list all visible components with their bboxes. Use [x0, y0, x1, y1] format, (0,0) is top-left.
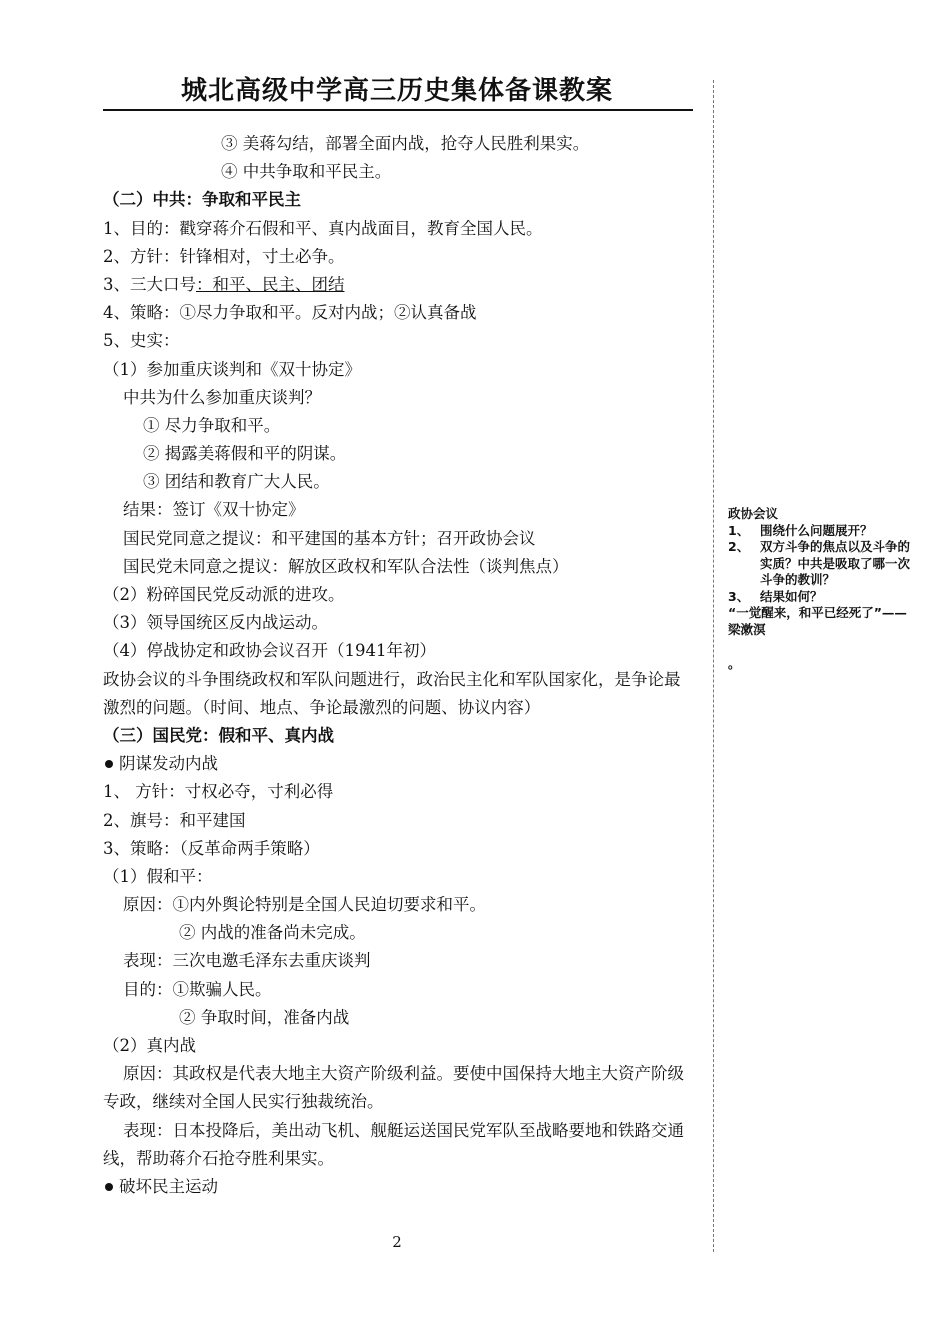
- spacer: [728, 638, 918, 656]
- text-line: ② 争取时间，准备内战: [179, 1007, 350, 1027]
- title-underline: [103, 109, 693, 111]
- text-line: （4）停战协定和政协会议召开（1941年初）: [103, 641, 436, 661]
- text-line: 结果：签订《双十协定》: [123, 500, 305, 520]
- text-line: 5、史实：: [103, 331, 180, 351]
- text-line: 3、策略：（反革命两手策略）: [103, 838, 320, 858]
- main-column: [103, 130, 697, 1201]
- column-divider: [713, 80, 714, 1252]
- text-line: ③ 美蒋勾结，部署全面内战，抢夺人民胜利果实。: [221, 134, 590, 153]
- sidebar-quote: “一觉醒来，和平已经死了”——梁漱溟: [728, 605, 907, 637]
- text-line: （2）粉碎国民党反动派的进攻。: [103, 585, 345, 604]
- text-line: 原因：①内外舆论特别是全国人民迫切要求和平。: [123, 895, 486, 915]
- text-line: ① 尽力争取和平。: [143, 415, 281, 435]
- section-heading: （三）国民党：假和平、真内战: [103, 725, 334, 745]
- underlined-slogans: ：和平、民主、团结: [196, 274, 345, 294]
- text-line: ② 揭露美蒋假和平的阴谋。: [143, 444, 347, 464]
- text-line: 4、策略：①尽力争取和平。反对内战；②认真备战: [103, 303, 477, 323]
- text-line: （3）领导国统区反内战运动。: [103, 613, 328, 633]
- question-text: 结果如何？: [760, 588, 823, 604]
- sidebar-dot: 。: [728, 656, 741, 671]
- page-title: 城北高级中学高三历史集体备课教案: [180, 76, 613, 106]
- question-text: 围绕什么问题展开？: [760, 522, 873, 538]
- bullet-icon: [105, 1183, 113, 1191]
- text-line: ② 内战的准备尚未完成。: [179, 923, 366, 943]
- text-line: 表现：三次电邀毛泽东去重庆谈判: [123, 951, 371, 971]
- sidebar-notes: [728, 506, 918, 673]
- text-line: 1、目的：戳穿蒋介石假和平、真内战面目，教育全国人民。: [103, 218, 543, 238]
- paragraph: 表现：日本投降后，美出动飞机、舰艇运送国民党军队至战略要地和铁路交通线，帮助蒋介石抢夺胜利果实。: [103, 1120, 684, 1168]
- question-number: 1、: [728, 522, 750, 538]
- text-line: （1）参加重庆谈判和《双十协定》: [103, 359, 361, 379]
- bullet-text: 破坏民主运动: [119, 1177, 218, 1197]
- text-line: ③ 团结和教育广大人民。: [143, 472, 330, 492]
- text-line: 目的：①欺骗人民。: [123, 979, 272, 999]
- text-line: ④ 中共争取和平民主。: [221, 162, 392, 182]
- text-line: 国民党同意之提议：和平建国的基本方针；召开政协会议: [123, 528, 536, 548]
- sidebar-question: [728, 589, 918, 606]
- text-line: 国民党未同意之提议：解放区政权和军队合法性（谈判焦点）: [123, 556, 569, 576]
- sidebar-question: [728, 523, 918, 540]
- bullet-text: 阴谋发动内战: [119, 754, 218, 774]
- paragraph: 原因：其政权是代表大地主大资产阶级利益。要使中国保持大地主大资产阶级专政，继续对全国人民实行独裁统治。: [103, 1064, 684, 1112]
- text-line: （2）真内战: [103, 1036, 196, 1056]
- bullet-icon: [105, 760, 113, 768]
- text-line: （1）假和平：: [103, 866, 213, 886]
- page-number: 2: [392, 1233, 402, 1251]
- question-number: 2、: [728, 539, 750, 554]
- bullet-item: [103, 750, 697, 778]
- text-line: 1、 方针：寸权必夺，寸利必得: [103, 782, 334, 802]
- text-span: 3、三大口号: [103, 274, 196, 294]
- text-line: [103, 271, 697, 299]
- text-line: 2、方针：针锋相对，寸土必争。: [103, 246, 345, 266]
- text-line: 中共为什么参加重庆谈判？: [123, 387, 321, 407]
- bullet-item: [103, 1173, 697, 1201]
- sidebar-question: [728, 539, 918, 589]
- paragraph: 政协会议的斗争围绕政权和军队问题进行，政治民主化和军队国家化，是争论最激烈的问题。（时间、地点、争论最激烈的问题、协议内容）: [103, 669, 681, 717]
- text-line: 2、旗号：和平建国: [103, 810, 246, 830]
- question-number: 3、: [728, 588, 750, 604]
- question-text: 双方斗争的焦点以及斗争的实质？中共是吸取了哪一次斗争的教训？: [760, 539, 911, 587]
- sidebar-title: 政协会议: [728, 506, 779, 521]
- section-heading: （二）中共：争取和平民主: [103, 190, 301, 210]
